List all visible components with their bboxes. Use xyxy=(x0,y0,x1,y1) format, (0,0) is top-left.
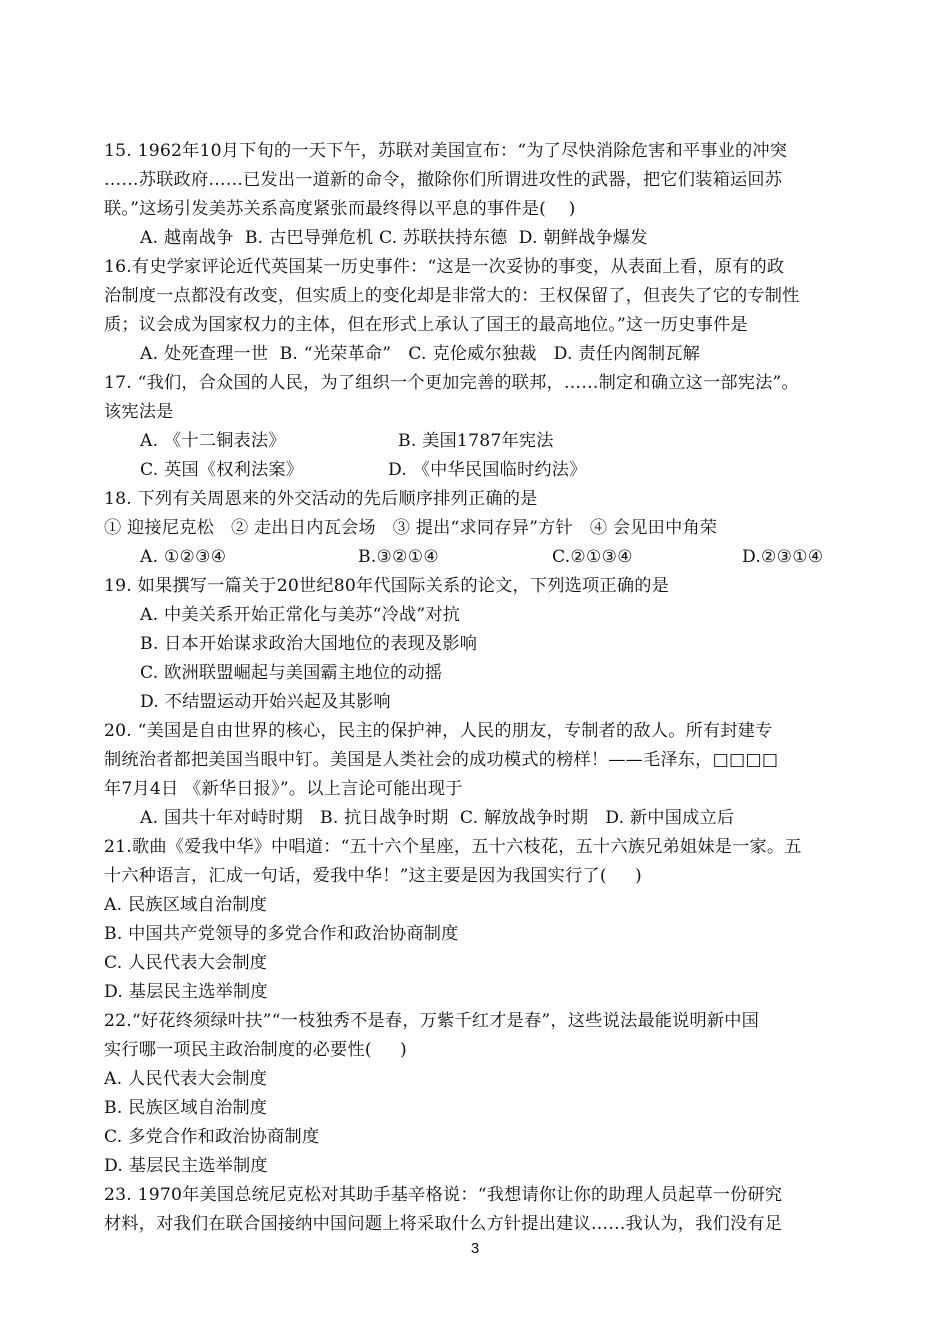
q20-stem-line-1: 20. “美国是自由世界的核心，民主的保护神，人民的朋友，专制者的敌人。所有封建专 xyxy=(104,721,773,741)
q15-stem-line-3: 联。”这场引发美苏关系高度紧张而最终得以平息的事件是( ) xyxy=(104,199,576,219)
q17-option-c: C. 英国《权利法案》 xyxy=(140,460,304,480)
q15-stem-line-1: 15. 1962年10月下旬的一天下午，苏联对美国宣布：“为了尽快消除危害和平事业的冲突 xyxy=(104,141,788,161)
q19-option-a: A. 中美关系开始正常化与美苏“冷战”对抗 xyxy=(140,605,461,625)
q18-option-d: D.②③①④ xyxy=(742,547,824,567)
q17-stem-line-1: 17. “我们，合众国的人民，为了组织一个更加完善的联邦，……制定和确立这一部宪法”。 xyxy=(104,373,799,393)
q16-stem-line-2: 治制度一点都没有改变，但实质上的变化却是非常大的：王权保留了，但丧失了它的专制性 xyxy=(104,286,800,306)
q18-stem-line-1: 18. 下列有关周恩来的外交活动的先后顺序排列正确的是 xyxy=(104,489,538,509)
q19-stem-line-1: 19. 如果撰写一篇关于20世纪80年代国际关系的论文，下列选项正确的是 xyxy=(104,576,669,596)
q23-stem-line-2: 材料，对我们在联合国接纳中国问题上将采取什么方针提出建议……我认为，我们没有足 xyxy=(104,1214,783,1234)
q23-stem-line-1: 23. 1970年美国总统尼克松对其助手基辛格说：“我想请你让你的助理人员起草一份研究 xyxy=(104,1185,783,1205)
q22-option-a: A. 人民代表大会制度 xyxy=(104,1069,268,1089)
q21-option-c: C. 人民代表大会制度 xyxy=(104,953,268,973)
q21-option-a: A. 民族区域自治制度 xyxy=(104,895,268,915)
q21-stem-line-2: 十六种语言，汇成一句话，爱我中华！”这主要是因为我国实行了( ) xyxy=(104,866,642,886)
q19-option-d: D. 不结盟运动开始兴起及其影响 xyxy=(140,692,391,712)
q18-option-c: C.②①③④ xyxy=(552,547,633,567)
q17-option-d: D. 《中华民国临时约法》 xyxy=(388,460,587,480)
q22-option-c: C. 多党合作和政治协商制度 xyxy=(104,1127,320,1147)
q16-options: A. 处死查理一世 B. “光荣革命” C. 克伦威尔独裁 D. 责任内阁制瓦解 xyxy=(140,344,701,364)
q20-options: A. 国共十年对峙时期 B. 抗日战争时期 C. 解放战争时期 D. 新中国成立后 xyxy=(140,808,735,828)
q20-stem-line-3: 年7月4日 《新华日报》”。以上言论可能出现于 xyxy=(104,779,463,799)
q22-option-d: D. 基层民主选举制度 xyxy=(104,1156,268,1176)
q16-stem-line-1: 16.有史学家评论近代英国某一历史事件：“这是一次妥协的事变，从表面上看，原有的政 xyxy=(104,257,785,277)
q21-option-b: B. 中国共产党领导的多党合作和政治协商制度 xyxy=(104,924,459,944)
q18-stem-line-2: ① 迎接尼克松 ② 走出日内瓦会场 ③ 提出“求同存异”方针 ④ 会见田中角荣 xyxy=(104,518,718,538)
q22-stem-line-1: 22.“好花终须绿叶扶”“一枝独秀不是春，万紫千红才是春”，这些说法最能说明新中国 xyxy=(104,1011,760,1031)
q15-options: A. 越南战争 B. 古巴导弹危机 C. 苏联扶持东德 D. 朝鲜战争爆发 xyxy=(140,228,648,248)
q15-stem-line-2: ……苏联政府……已发出一道新的命令，撤除你们所谓进攻性的武器，把它们装箱运回苏 xyxy=(104,170,783,190)
q19-option-c: C. 欧洲联盟崛起与美国霸主地位的动摇 xyxy=(140,663,443,683)
q18-option-a: A. ①②③④ xyxy=(140,547,227,567)
q21-stem-line-1: 21.歌曲《爱我中华》中唱道：“五十六个星座，五十六枝花，五十六族兄弟姐妹是一家。五 xyxy=(104,837,802,857)
q17-option-a: A. 《十二铜表法》 xyxy=(140,431,286,451)
q22-option-b: B. 民族区域自治制度 xyxy=(104,1098,268,1118)
q19-option-b: B. 日本开始谋求政治大国地位的表现及影响 xyxy=(140,634,478,654)
q20-stem-line-2: 制统治者都把美国当眼中钉。美国是人类社会的成功模式的榜样！——毛泽东，□□□□ xyxy=(104,750,779,770)
q16-stem-line-3: 质；议会成为国家权力的主体，但在形式上承认了国王的最高地位。”这一历史事件是 xyxy=(104,315,748,335)
q17-stem-line-2: 该宪法是 xyxy=(104,402,174,422)
q17-option-b: B. 美国1787年宪法 xyxy=(398,431,554,451)
q21-option-d: D. 基层民主选举制度 xyxy=(104,982,268,1002)
q18-option-b: B.③②①④ xyxy=(358,547,439,567)
q22-stem-line-2: 实行哪一项民主政治制度的必要性( ) xyxy=(104,1040,407,1060)
page-number: 3 xyxy=(470,1240,480,1257)
